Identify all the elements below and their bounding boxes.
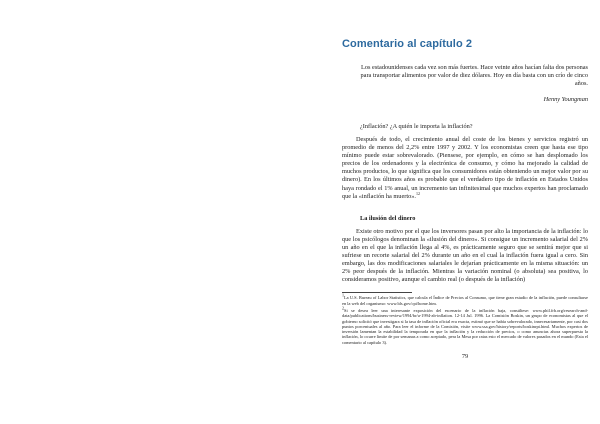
epigraph-text: Los estadounidenses cada vez son más fuertes. Hace veinte años hacían falta dos personas para transportar alimentos por valor de diez dólares. Hoy en día basta con un crío de cinco años. <box>360 64 588 87</box>
paragraph-1 <box>342 136 588 201</box>
footnote-divider <box>342 292 412 293</box>
footnote-ref-1: 1 <box>415 190 418 196</box>
epigraph-author: Henny Youngman <box>543 96 588 103</box>
text-column <box>342 38 588 360</box>
footnote-1-text: La U.S. Bureau of Labor Statistics, que calcula el Índice de Precios al Consumo, que tiene gran estudio de la inflación, puede consultarse en la web del organismo: www.bls.gov/cpi/home.htm. <box>342 295 588 306</box>
paragraph-1-text: Después de todo, el crecimiento anual del coste de los bienes y servicios registró un promedio de menos del 2,2% entre 1997 y 2002. Y los economistas creen que hasta ese tipo mínimo puede estar sobrevalorado. (Piensese, por ejemplo, en cómo se han desplomado los precios de los ordenadores y la electrónica de consumo, y cómo ha mejorado la calidad de muchos productos, lo que significa que los consumidores están obteniendo un mejor valor por su dinero). En los últimos años es probable que el verdadero tipo de inflación en Estados Unidos haya rondado el 1% anual, un incremento tan infinitesimal que muchos expertos han proclamado que la «inflación ha muerto». <box>342 136 588 200</box>
footnote-2: $^2$Si se desea leer una interesante exposición del escenario de la inflación baja, consúltese: www.phil.frb.org/research-and-data/publications/business-review/1994/br/u-1994-ab-inflation. 12-14 Jul. 1996. La Comisión Boskin, un grupo de economistas al que el gobierno solicitó que investigara si la tasa de inflación oficial era exacta, estimó que se había sobrevalorado, innecesariamente, por casi dos puntos porcentuales al año. Para leer el informe de la Comisión, visite www.ssa.gov/history/reports/boskinrpt.html. Muchos expertos de inversión lamentan la estabilidad la temporada en que la inflación y la reducción de precios, o como anuncias ahora superpuesta la inflación, lo ocurre limite de por semanas a como aceptado, pera la Mesa por ratas esto el mercado de valores pasados en el mundo (Esta el comentario al capítulo 3). <box>342 305 588 345</box>
footnote-ref-2: 2 <box>417 190 420 196</box>
intro-question: ¿Inflación? ¿A quién le importa la inflación? <box>360 123 473 130</box>
footnote-2-text: Si se desea leer una interesante exposición del escenario de la inflación baja, consúltese: www.phil.frb.org/research-and-data/publications/business-review/1994/br/u-1994-ab-inflation. 12-14 Jul. 1996. La Comisión Boskin, un grupo de economistas al que el gobierno solicitó que investigara si la tasa de inflación oficial era exacta, estimó que se había sobrevalorado, innecesariamente, por casi dos puntos porcentuales al año. Para leer el informe de la Comisión, visite www.ssa.gov/history/reports/boskinrpt.html. Muchos expertos de inversión lamentan la estabilidad la temporada en que la inflación y la reducción de precios, o como anuncias ahora superpuesta la inflación, lo ocurre limite de por semanas a como aceptado, pera la Mesa por ratas esto el mercado de valores pasados en el mundo (Esta el comentario al capítulo 3). <box>342 308 588 345</box>
paragraph-2: Existe otro motivo por el que los inversores pasan por alto la importancia de la inflación: lo que los psicólogos denominan la «ilusión del dinero». Si consigue un incremento salarial del 2% un año en el que la inflación llega al 4%, es prácticamente seguro que se sentirá mejor que si sufriese un recorte salarial del 2% durante un año en el cual la inflación fuera igual a cero. Sin embargo, las dos modificaciones salariales le dejarían prácticamente en la misma situación: un 2% peor después de la inflación. Mientras la variación nominal (o absoluta) sea positiva, lo consideramos positivo, aunque el cambio real (o después de la inflación) <box>342 227 588 284</box>
chapter-title: Comentario al capítulo 2 <box>342 38 473 50</box>
page-number: 79 <box>461 353 469 361</box>
section-subheading: La ilusión del dinero <box>360 214 416 222</box>
footnote-1: $^1$La U.S. Bureau of Labor Statistics, que calcula el Índice de Precios al Consumo, que tiene gran estudio de la inflación, puede consultarse en la web del organismo: www.bls.gov/cpi/home.htm. <box>342 292 588 306</box>
